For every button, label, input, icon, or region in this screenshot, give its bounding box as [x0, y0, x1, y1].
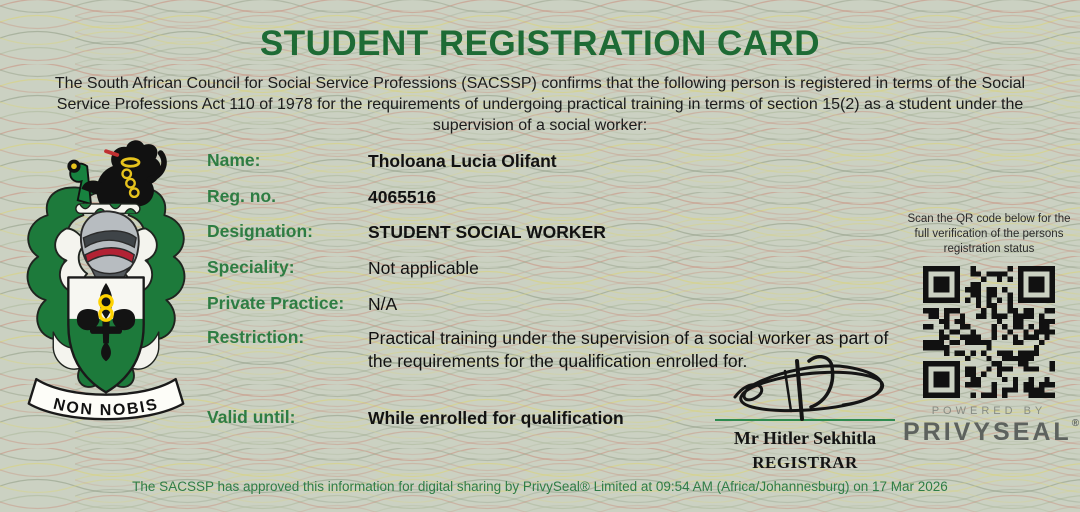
field-value: Not applicable: [368, 258, 479, 278]
approval-footer: The SACSSP has approved this information for digital sharing by PrivySeal® Limited at 09:54 AM (Africa/Johannesburg) on 17 Mar 2026: [132, 479, 948, 494]
field-value: While enrolled for qualification: [368, 408, 624, 428]
field-value: 4065516: [368, 187, 437, 207]
privyseal-wordmark: PRIVYSEAL: [903, 418, 1072, 446]
signature-underline: [715, 419, 895, 421]
intro-paragraph: The South African Council for Social Service Professions (SACSSP) confirms that the following person is registered in terms of the Social Service Professions Act 110 of 1978 for the requirements of undergoing practical training in terms of section 15(2) as a student under the supervision of a social worker:: [54, 75, 1026, 134]
motto-text: NON NOBIS: [51, 395, 161, 420]
field-value: N/A: [368, 294, 398, 314]
field-row-valid-until: [207, 407, 624, 430]
field-value: Practical training under the supervision of a social worker as part of the requirements for the qualification enrolled for.: [368, 328, 889, 371]
powered-by-label: POWERED BY: [931, 405, 1047, 417]
field-value: Tholoana Lucia Olifant: [368, 151, 557, 171]
knight-helmet: [81, 211, 139, 279]
field-row-name: [207, 150, 557, 173]
registered-trademark-symbol: ®: [1071, 418, 1080, 429]
field-label: Speciality:: [207, 257, 295, 277]
page-title: STUDENT REGISTRATION CARD: [259, 24, 821, 63]
registrar-name: Mr Hitler Sekhitla: [733, 428, 877, 448]
privyseal-logo: [903, 418, 1080, 447]
field-label: Private Practice:: [207, 293, 345, 313]
field-row-reg-no: [207, 186, 436, 209]
field-label: Valid until:: [207, 407, 296, 427]
registrar-role: REGISTRAR: [752, 453, 858, 472]
field-label: Designation:: [207, 221, 313, 241]
qr-code: [923, 266, 1055, 398]
field-label: Restriction:: [207, 327, 305, 347]
lion-crest: [67, 141, 164, 210]
field-label: Reg. no.: [207, 186, 277, 206]
sacssp-coat-of-arms: [10, 138, 202, 430]
qr-instruction-text: Scan the QR code below for the full verification of the persons registration status: [907, 213, 1071, 255]
field-value: STUDENT SOCIAL WORKER: [368, 222, 606, 242]
field-row-designation: [207, 221, 606, 244]
registrar-signature: [705, 355, 905, 423]
field-row-speciality: [207, 257, 479, 280]
qr-verification-panel: [903, 212, 1080, 447]
registrar-signature-block: [698, 355, 912, 473]
field-label: Name:: [207, 150, 261, 170]
field-row-private-practice: [207, 293, 397, 316]
